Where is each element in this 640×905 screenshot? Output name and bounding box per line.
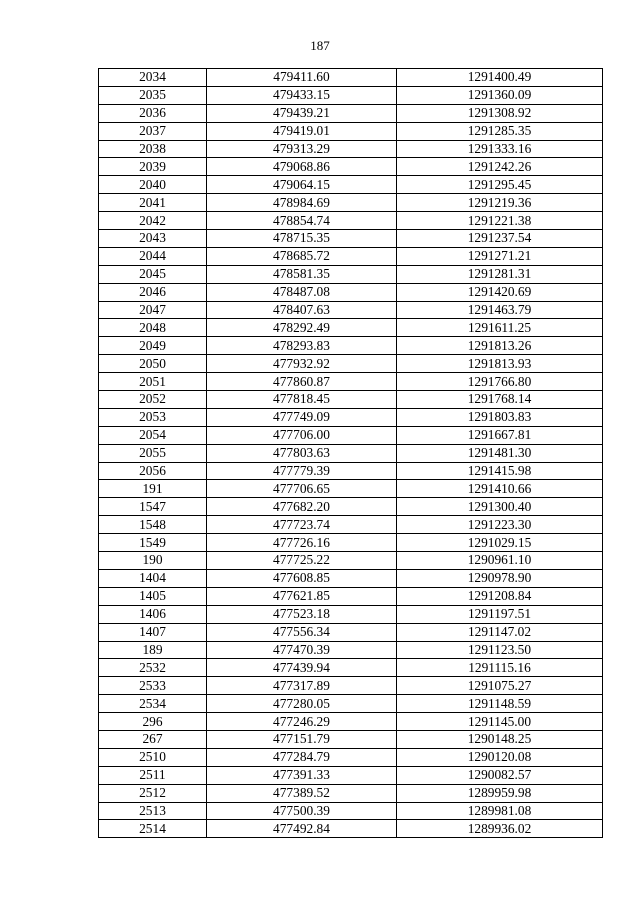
point-number-cell: 1405 bbox=[99, 587, 207, 605]
x-coordinate-cell: 478487.08 bbox=[207, 283, 397, 301]
point-number-cell: 2534 bbox=[99, 695, 207, 713]
point-number-cell: 2532 bbox=[99, 659, 207, 677]
table-row bbox=[99, 748, 603, 766]
point-number-cell: 1548 bbox=[99, 516, 207, 534]
table-row bbox=[99, 69, 603, 87]
y-coordinate-cell: 1291463.79 bbox=[397, 301, 603, 319]
y-coordinate-cell: 1291123.50 bbox=[397, 641, 603, 659]
x-coordinate-cell: 477523.18 bbox=[207, 605, 397, 623]
table-row bbox=[99, 623, 603, 641]
x-coordinate-cell: 477391.33 bbox=[207, 766, 397, 784]
point-number-cell: 2046 bbox=[99, 283, 207, 301]
y-coordinate-cell: 1291300.40 bbox=[397, 498, 603, 516]
table-row bbox=[99, 122, 603, 140]
table-row bbox=[99, 569, 603, 587]
point-number-cell: 2512 bbox=[99, 784, 207, 802]
table-row bbox=[99, 534, 603, 552]
x-coordinate-cell: 479419.01 bbox=[207, 122, 397, 140]
y-coordinate-cell: 1291611.25 bbox=[397, 319, 603, 337]
x-coordinate-cell: 477682.20 bbox=[207, 498, 397, 516]
y-coordinate-cell: 1291281.31 bbox=[397, 265, 603, 283]
point-number-cell: 189 bbox=[99, 641, 207, 659]
y-coordinate-cell: 1289959.98 bbox=[397, 784, 603, 802]
point-number-cell: 2510 bbox=[99, 748, 207, 766]
point-number-cell: 1549 bbox=[99, 534, 207, 552]
x-coordinate-cell: 477500.39 bbox=[207, 802, 397, 820]
table-row bbox=[99, 516, 603, 534]
x-coordinate-cell: 478854.74 bbox=[207, 212, 397, 230]
point-number-cell: 2044 bbox=[99, 247, 207, 265]
y-coordinate-cell: 1291400.49 bbox=[397, 69, 603, 87]
point-number-cell: 2053 bbox=[99, 408, 207, 426]
table-row bbox=[99, 659, 603, 677]
table-row bbox=[99, 319, 603, 337]
table-row bbox=[99, 408, 603, 426]
y-coordinate-cell: 1291219.36 bbox=[397, 194, 603, 212]
table-row bbox=[99, 498, 603, 516]
y-coordinate-cell: 1291803.83 bbox=[397, 408, 603, 426]
y-coordinate-cell: 1289981.08 bbox=[397, 802, 603, 820]
x-coordinate-cell: 477725.22 bbox=[207, 552, 397, 570]
table-row bbox=[99, 802, 603, 820]
y-coordinate-cell: 1291075.27 bbox=[397, 677, 603, 695]
point-number-cell: 2034 bbox=[99, 69, 207, 87]
y-coordinate-cell: 1291147.02 bbox=[397, 623, 603, 641]
x-coordinate-cell: 479064.15 bbox=[207, 176, 397, 194]
point-number-cell: 2048 bbox=[99, 319, 207, 337]
y-coordinate-cell: 1290120.08 bbox=[397, 748, 603, 766]
x-coordinate-cell: 478984.69 bbox=[207, 194, 397, 212]
point-number-cell: 2039 bbox=[99, 158, 207, 176]
point-number-cell: 296 bbox=[99, 713, 207, 731]
table-row bbox=[99, 265, 603, 283]
x-coordinate-cell: 479411.60 bbox=[207, 69, 397, 87]
x-coordinate-cell: 477608.85 bbox=[207, 569, 397, 587]
x-coordinate-cell: 479313.29 bbox=[207, 140, 397, 158]
y-coordinate-cell: 1290961.10 bbox=[397, 552, 603, 570]
y-coordinate-cell: 1291197.51 bbox=[397, 605, 603, 623]
table-row bbox=[99, 552, 603, 570]
point-number-cell: 1407 bbox=[99, 623, 207, 641]
x-coordinate-cell: 477726.16 bbox=[207, 534, 397, 552]
x-coordinate-cell: 477723.74 bbox=[207, 516, 397, 534]
table-row bbox=[99, 713, 603, 731]
x-coordinate-cell: 479068.86 bbox=[207, 158, 397, 176]
point-number-cell: 2511 bbox=[99, 766, 207, 784]
point-number-cell: 2533 bbox=[99, 677, 207, 695]
point-number-cell: 1406 bbox=[99, 605, 207, 623]
y-coordinate-cell: 1291221.38 bbox=[397, 212, 603, 230]
x-coordinate-cell: 477280.05 bbox=[207, 695, 397, 713]
coordinates-table bbox=[98, 68, 603, 838]
y-coordinate-cell: 1291308.92 bbox=[397, 104, 603, 122]
point-number-cell: 2047 bbox=[99, 301, 207, 319]
table-row bbox=[99, 730, 603, 748]
x-coordinate-cell: 478292.49 bbox=[207, 319, 397, 337]
point-number-cell: 2045 bbox=[99, 265, 207, 283]
point-number-cell: 2038 bbox=[99, 140, 207, 158]
table-row bbox=[99, 301, 603, 319]
y-coordinate-cell: 1291208.84 bbox=[397, 587, 603, 605]
table-row bbox=[99, 677, 603, 695]
point-number-cell: 2049 bbox=[99, 337, 207, 355]
x-coordinate-cell: 477151.79 bbox=[207, 730, 397, 748]
y-coordinate-cell: 1291271.21 bbox=[397, 247, 603, 265]
table-row bbox=[99, 158, 603, 176]
table-row bbox=[99, 587, 603, 605]
y-coordinate-cell: 1289936.02 bbox=[397, 820, 603, 838]
y-coordinate-cell: 1291029.15 bbox=[397, 534, 603, 552]
page-number: 187 bbox=[310, 38, 330, 53]
x-coordinate-cell: 477860.87 bbox=[207, 373, 397, 391]
y-coordinate-cell: 1291410.66 bbox=[397, 480, 603, 498]
x-coordinate-cell: 477317.89 bbox=[207, 677, 397, 695]
y-coordinate-cell: 1291813.93 bbox=[397, 355, 603, 373]
table-row bbox=[99, 784, 603, 802]
point-number-cell: 2514 bbox=[99, 820, 207, 838]
x-coordinate-cell: 477803.63 bbox=[207, 444, 397, 462]
y-coordinate-cell: 1291360.09 bbox=[397, 86, 603, 104]
y-coordinate-cell: 1291481.30 bbox=[397, 444, 603, 462]
point-number-cell: 2055 bbox=[99, 444, 207, 462]
x-coordinate-cell: 477818.45 bbox=[207, 391, 397, 409]
table-row bbox=[99, 766, 603, 784]
point-number-cell: 2052 bbox=[99, 391, 207, 409]
x-coordinate-cell: 477779.39 bbox=[207, 462, 397, 480]
x-coordinate-cell: 477492.84 bbox=[207, 820, 397, 838]
y-coordinate-cell: 1290148.25 bbox=[397, 730, 603, 748]
y-coordinate-cell: 1291115.16 bbox=[397, 659, 603, 677]
x-coordinate-cell: 478407.63 bbox=[207, 301, 397, 319]
x-coordinate-cell: 477439.94 bbox=[207, 659, 397, 677]
table-row bbox=[99, 373, 603, 391]
y-coordinate-cell: 1290978.90 bbox=[397, 569, 603, 587]
point-number-cell: 2056 bbox=[99, 462, 207, 480]
y-coordinate-cell: 1291766.80 bbox=[397, 373, 603, 391]
point-number-cell: 190 bbox=[99, 552, 207, 570]
x-coordinate-cell: 477556.34 bbox=[207, 623, 397, 641]
table-row bbox=[99, 426, 603, 444]
table-row bbox=[99, 695, 603, 713]
point-number-cell: 2041 bbox=[99, 194, 207, 212]
table-row bbox=[99, 641, 603, 659]
point-number-cell: 2040 bbox=[99, 176, 207, 194]
point-number-cell: 2051 bbox=[99, 373, 207, 391]
x-coordinate-cell: 478685.72 bbox=[207, 247, 397, 265]
table-row bbox=[99, 337, 603, 355]
table-row bbox=[99, 212, 603, 230]
point-number-cell: 2513 bbox=[99, 802, 207, 820]
y-coordinate-cell: 1291295.45 bbox=[397, 176, 603, 194]
point-number-cell: 191 bbox=[99, 480, 207, 498]
point-number-cell: 2050 bbox=[99, 355, 207, 373]
y-coordinate-cell: 1291145.00 bbox=[397, 713, 603, 731]
point-number-cell: 2037 bbox=[99, 122, 207, 140]
x-coordinate-cell: 477389.52 bbox=[207, 784, 397, 802]
table-row bbox=[99, 462, 603, 480]
coordinates-table-body bbox=[99, 69, 603, 838]
y-coordinate-cell: 1291333.16 bbox=[397, 140, 603, 158]
y-coordinate-cell: 1291148.59 bbox=[397, 695, 603, 713]
y-coordinate-cell: 1290082.57 bbox=[397, 766, 603, 784]
x-coordinate-cell: 477284.79 bbox=[207, 748, 397, 766]
table-row bbox=[99, 194, 603, 212]
table-row bbox=[99, 480, 603, 498]
table-row bbox=[99, 283, 603, 301]
point-number-cell: 2035 bbox=[99, 86, 207, 104]
y-coordinate-cell: 1291813.26 bbox=[397, 337, 603, 355]
point-number-cell: 267 bbox=[99, 730, 207, 748]
y-coordinate-cell: 1291667.81 bbox=[397, 426, 603, 444]
y-coordinate-cell: 1291242.26 bbox=[397, 158, 603, 176]
x-coordinate-cell: 478293.83 bbox=[207, 337, 397, 355]
point-number-cell: 2042 bbox=[99, 212, 207, 230]
point-number-cell: 2054 bbox=[99, 426, 207, 444]
table-row bbox=[99, 104, 603, 122]
table-row bbox=[99, 391, 603, 409]
table-row bbox=[99, 820, 603, 838]
x-coordinate-cell: 477621.85 bbox=[207, 587, 397, 605]
table-row bbox=[99, 176, 603, 194]
x-coordinate-cell: 477706.00 bbox=[207, 426, 397, 444]
y-coordinate-cell: 1291415.98 bbox=[397, 462, 603, 480]
x-coordinate-cell: 478581.35 bbox=[207, 265, 397, 283]
table-row bbox=[99, 86, 603, 104]
y-coordinate-cell: 1291237.54 bbox=[397, 230, 603, 248]
point-number-cell: 2036 bbox=[99, 104, 207, 122]
y-coordinate-cell: 1291285.35 bbox=[397, 122, 603, 140]
table-row bbox=[99, 140, 603, 158]
x-coordinate-cell: 477706.65 bbox=[207, 480, 397, 498]
table-row bbox=[99, 230, 603, 248]
x-coordinate-cell: 478715.35 bbox=[207, 230, 397, 248]
y-coordinate-cell: 1291420.69 bbox=[397, 283, 603, 301]
table-row bbox=[99, 444, 603, 462]
x-coordinate-cell: 479439.21 bbox=[207, 104, 397, 122]
x-coordinate-cell: 477246.29 bbox=[207, 713, 397, 731]
point-number-cell: 1404 bbox=[99, 569, 207, 587]
y-coordinate-cell: 1291223.30 bbox=[397, 516, 603, 534]
x-coordinate-cell: 477932.92 bbox=[207, 355, 397, 373]
x-coordinate-cell: 479433.15 bbox=[207, 86, 397, 104]
table-row bbox=[99, 605, 603, 623]
table-row bbox=[99, 247, 603, 265]
table-row bbox=[99, 355, 603, 373]
point-number-cell: 2043 bbox=[99, 230, 207, 248]
point-number-cell: 1547 bbox=[99, 498, 207, 516]
y-coordinate-cell: 1291768.14 bbox=[397, 391, 603, 409]
x-coordinate-cell: 477470.39 bbox=[207, 641, 397, 659]
x-coordinate-cell: 477749.09 bbox=[207, 408, 397, 426]
